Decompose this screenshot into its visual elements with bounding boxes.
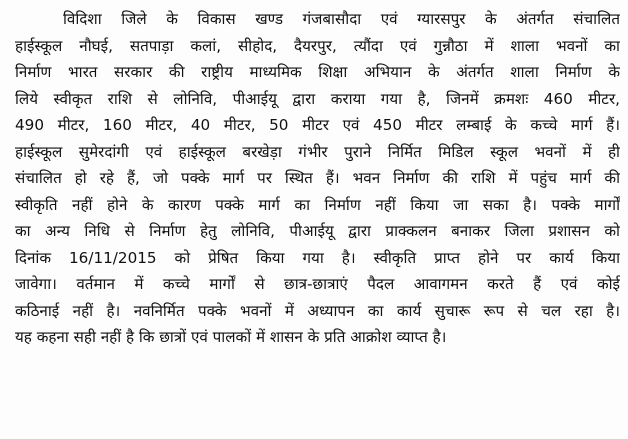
text-line-8: स्वीकृति नहीं होने के कारण पक्के मार्ग का निर्माण नहीं किया जा सका है। पक्के मार्गों <box>15 195 620 214</box>
text-line-3: निर्माण भारत सरकार की राष्ट्रीय माध्यमिक शिक्षा अभियान के अंतर्गत शाला निर्माण के <box>15 63 620 81</box>
text-line-5: 490 मीटर, 160 मीटर, 40 मीटर, 50 मीटर एवं 450 मीटर लम्बाई के कच्चे मार्ग हैं। <box>15 116 620 134</box>
text-line-7: संचालित हो रहे हैं, जो पक्के मार्ग पर स्थित हैं। भवन निर्माण की राशि में पहुंच मार्ग की <box>15 169 620 187</box>
text-line-13: यह कहना सही नहीं है कि छात्रों एवं पालकों में शासन के प्रति आक्रोश व्याप्त है। <box>15 328 447 346</box>
text-line-11: जावेगा। वर्तमान में कच्चे मार्गों से छात्र-छात्राएं पैदल आवागमन करते हैं एवं कोई <box>15 275 620 293</box>
text-line-2: हाईस्कूल नौघई, सतपाड़ा कलां, सीहोद, दैयरपुर, त्यौंदा एवं गुन्नौठा में शाला भवनों का <box>15 36 620 55</box>
text-line-4: लिये स्वीकृत राशि से लोनिवि, पीआईयू द्वारा कराया गया है, जिनमें क्रमशः 460 मीटर, <box>15 89 620 108</box>
text-line-12: कठिनाई नहीं है। नवनिर्मित पक्के भवनों में अध्यापन का कार्य सुचारू रूप से चल रहा है। <box>15 301 620 320</box>
text-line-6: हाईस्कूल सुमेरदांगी एवं हाईस्कूल बरखेड़ा गंभीर पुराने निर्मित मिडिल स्कूल भवनों में ही <box>15 142 620 161</box>
text-line-1: विदिशा जिले के विकास खण्ड गंजबासौदा एवं ग्यारसपुर के अंतर्गत संचालित <box>63 10 620 28</box>
text-line-10: दिनांक 16/11/2015 को प्रेषित किया गया है। स्वीकृति प्राप्त होने पर कार्य किया <box>15 248 620 267</box>
text-line-9: का अन्य निधि से निर्माण हेतु लोनिवि, पीआईयू द्वारा प्राक्कलन बनाकर जिला प्रशासन को <box>15 222 620 240</box>
body-paragraph <box>15 6 620 351</box>
